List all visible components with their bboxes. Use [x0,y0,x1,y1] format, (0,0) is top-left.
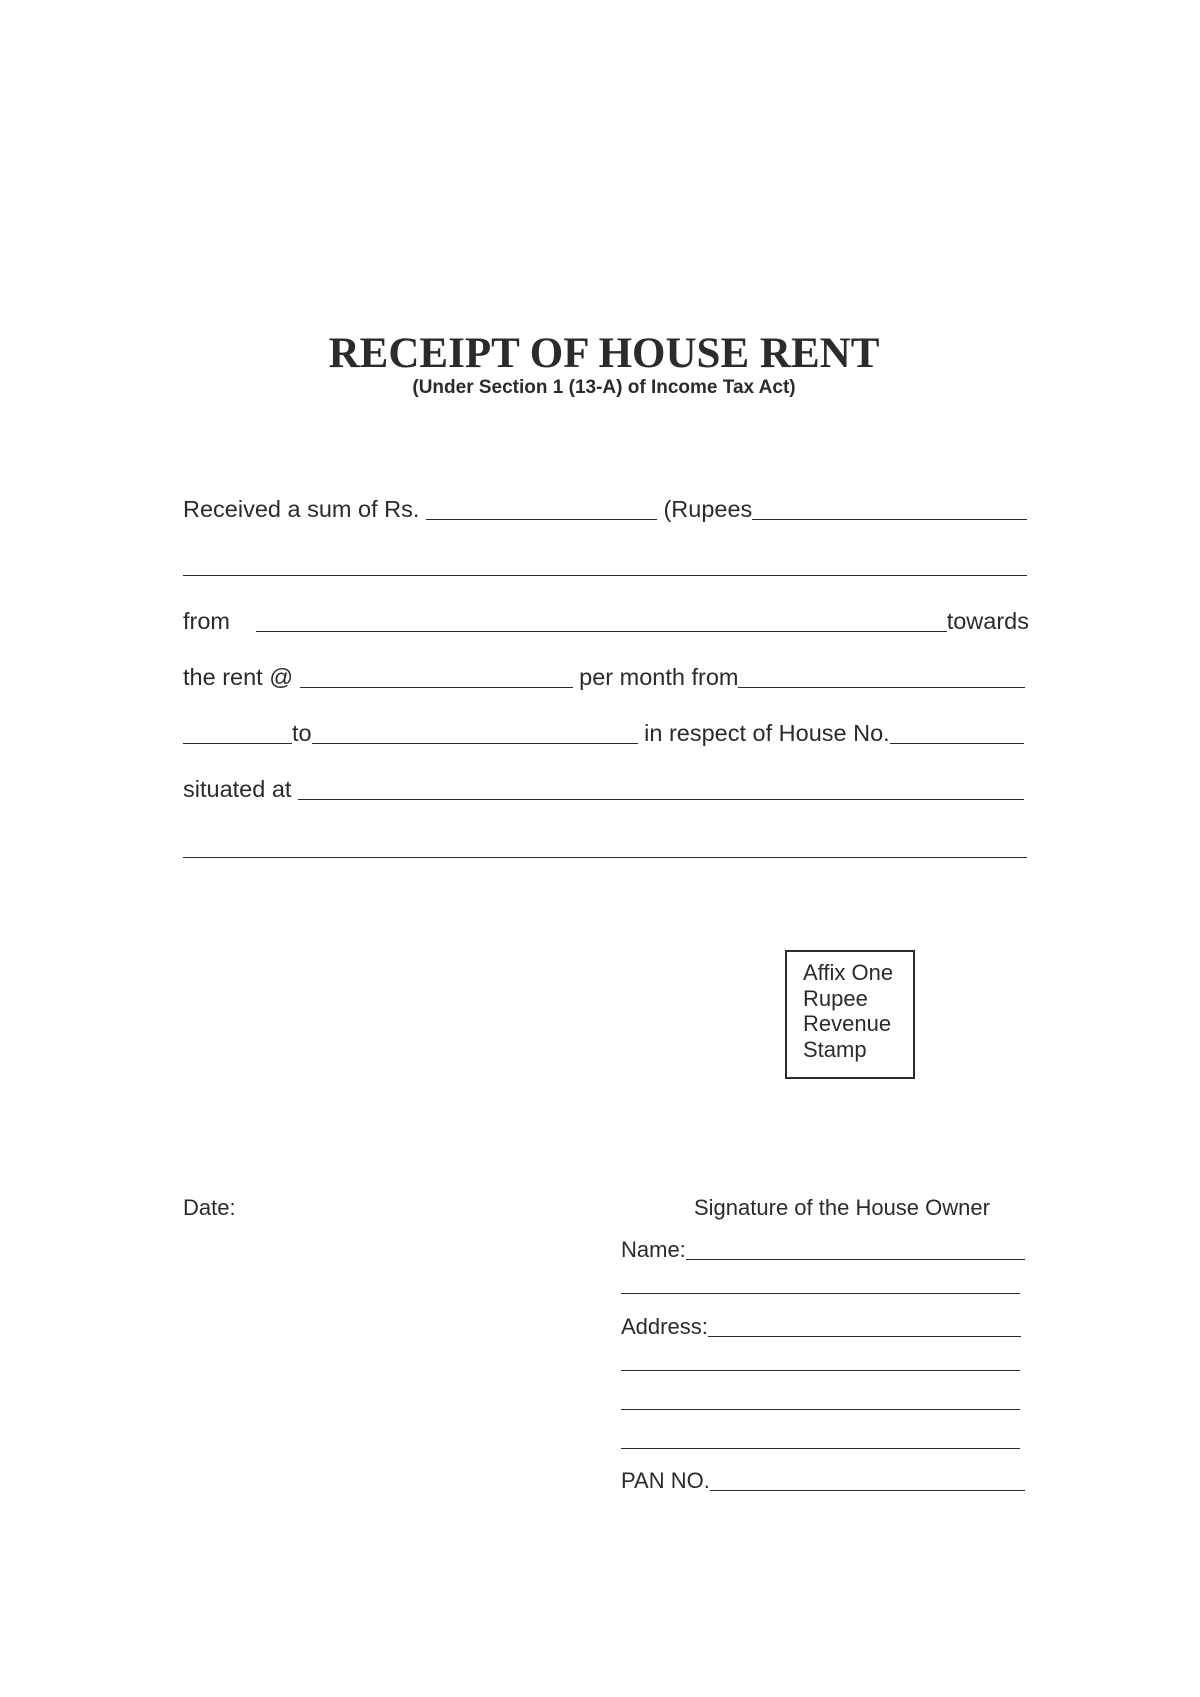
towards-label: towards [946,608,1029,634]
name-label: Name: [621,1237,686,1262]
owner-address-line-4-field[interactable] [621,1448,1020,1449]
address-label: Address: [621,1314,708,1339]
period-row [183,716,1024,748]
from-row [183,604,1029,636]
per-month-label: per month from [579,664,739,690]
house-address-continuation-field[interactable] [183,857,1027,858]
situated-label: situated at [183,776,292,802]
house-no-label: in respect of House No. [644,720,890,746]
stamp-text-line: Affix One [803,960,894,985]
owner-address-row [621,1309,1021,1341]
page-subtitle: (Under Section 1 (13-A) of Income Tax Act) [412,377,796,398]
period-end-field[interactable] [312,716,638,744]
stamp-text-line: Rupee [803,985,868,1011]
page-title: RECEIPT OF HOUSE RENT [328,330,880,377]
amount-in-words-field[interactable] [752,492,1027,520]
pan-label: PAN NO. [621,1468,710,1493]
pan-number-field[interactable] [710,1463,1025,1491]
owner-address-line-2-field[interactable] [621,1370,1020,1371]
situated-row [183,772,1024,804]
stamp-text-line: Revenue [803,1011,892,1036]
amount-in-words-continuation-field[interactable] [183,575,1027,576]
pan-row [621,1463,1025,1495]
rent-label: the rent @ [183,664,294,690]
received-row [183,492,1027,524]
owner-address-line-3-field[interactable] [621,1409,1020,1410]
from-label: from [183,608,230,634]
rent-amount-field[interactable] [300,660,573,688]
owner-address-field[interactable] [708,1309,1021,1337]
period-start-field[interactable] [738,660,1025,688]
owner-name-field[interactable] [686,1232,1025,1260]
to-label: to [292,720,312,746]
stamp-text-line: Stamp [803,1036,867,1062]
amount-field[interactable] [426,492,657,520]
tenant-name-field[interactable] [256,604,947,632]
house-number-field[interactable] [890,716,1024,744]
date-label: Date: [183,1195,236,1220]
period-start-year-field[interactable] [183,716,292,744]
received-label: Received a sum of Rs. [183,496,420,522]
rupees-label: (Rupees [663,496,753,522]
owner-name-continuation-field[interactable] [621,1293,1020,1294]
signature-label: Signature of the House Owner [694,1195,990,1220]
owner-name-row [621,1232,1025,1264]
house-address-field[interactable] [298,772,1024,800]
revenue-stamp-box [785,950,915,1079]
rent-row [183,660,1025,692]
